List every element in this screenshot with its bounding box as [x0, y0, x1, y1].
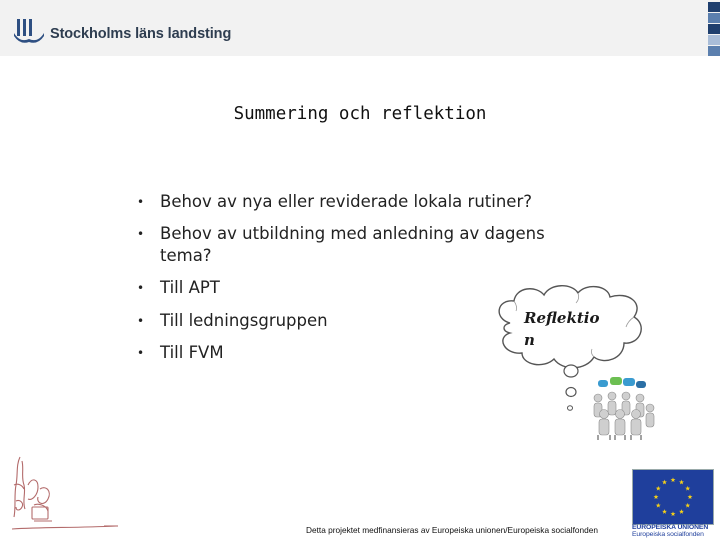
- eu-logo: [632, 469, 714, 537]
- footer-funding-note: Detta projektet medfinansieras av Europeiska unionen/Europeiska socialfonden: [306, 525, 598, 535]
- eu-union-label: EUROPEISKA UNIONEN: [632, 524, 709, 531]
- sll-logo-icon: [14, 17, 44, 43]
- thought-bubble-text: Reflektion: [524, 309, 600, 349]
- organization-name: Stockholms läns landsting: [50, 26, 232, 42]
- eu-flag-icon: [632, 469, 714, 525]
- bullet-marker: •: [137, 346, 145, 360]
- handwritten-signature-icon: [4, 455, 119, 535]
- bullet-marker: •: [137, 227, 145, 241]
- corner-squares: [708, 0, 720, 56]
- slide-title: Summering och reflektion: [233, 104, 487, 124]
- discussion-group-icon: [584, 374, 660, 440]
- thought-trail-icon: [561, 362, 583, 414]
- bullet-marker: •: [137, 314, 145, 328]
- eu-fund-label: Europeiska socialfonden: [632, 531, 704, 538]
- bullet-marker: •: [137, 281, 145, 295]
- header-band: [0, 0, 720, 56]
- bullet-marker: •: [137, 195, 145, 209]
